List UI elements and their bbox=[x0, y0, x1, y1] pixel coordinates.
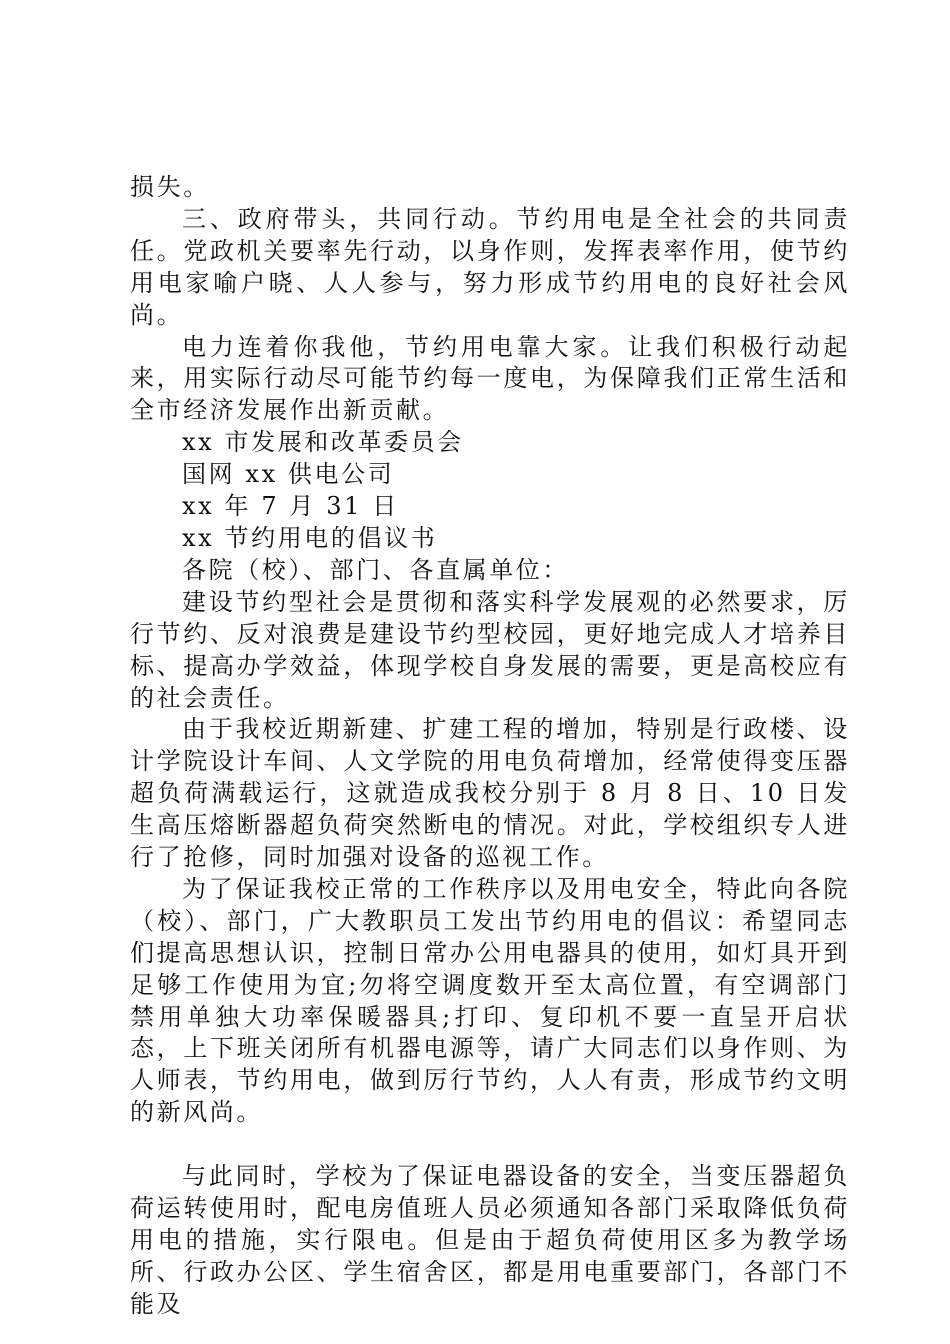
paragraph-spacer bbox=[130, 1129, 850, 1161]
signature-commission: xx 市发展和改革委员会 bbox=[182, 428, 464, 457]
paragraph-load-increase: 由于我校近期新建、扩建工程的增加，特别是行政楼、设计学院设计车间、人文学院的用电负荷增加，经常使得变压器超负荷满载运行，这就造成我校分别于 8 月 8 日、10 日发生高压熔断器超负荷突然断电的情况。对此，学校组织专人进行了抢修，同时加强对设备的巡视工作。 bbox=[130, 715, 850, 872]
paragraph-meanwhile: 与此同时，学校为了保证电器设备的安全，当变压器超负荷运转使用时，配电房值班人员必须通知各部门采取降低负荷用电的措施，实行限电。但是由于超负荷使用区多为教学场所、行政办公区、学生宿舍区，都是用电重要部门，各部门不能及 bbox=[130, 1162, 850, 1318]
paragraph-conservation-society: 建设节约型社会是贯彻和落实科学发展观的必然要求，厉行节约、反对浪费是建设节约型校园，更好地完成人才培养目标、提高办学效益，体现学校自身发展的需要，更是高校应有的社会责任。 bbox=[130, 587, 850, 712]
paragraph-government-lead: 三、政府带头，共同行动。节约用电是全社会的共同责任。党政机关要率先行动，以身作则，发挥表率作用，使节约用电家喻户晓、人人参与，努力形成节约用电的良好社会风尚。 bbox=[130, 204, 850, 329]
signature-power-company: 国网 xx 供电公司 bbox=[182, 460, 395, 489]
salutation: 各院（校）、部门、各直属单位： bbox=[182, 555, 569, 584]
document-body bbox=[130, 172, 850, 1321]
signature-date: xx 年 7 月 31 日 bbox=[182, 492, 399, 521]
paragraph-call-to-action: 电力连着你我他，节约用电靠大家。让我们积极行动起来，用实际行动尽可能节约每一度电，为保障我们正常生活和全市经济发展作出新贡献。 bbox=[130, 332, 850, 425]
section-title: xx 节约用电的倡议书 bbox=[182, 523, 438, 552]
paragraph-continuation: 损失。 bbox=[130, 173, 210, 201]
paragraph-initiative: 为了保证我校正常的工作秩序以及用电安全，特此向各院（校）、部门，广大教职员工发出节约用电的倡议：希望同志们提高思想认识，控制日常办公用电器具的使用，如灯具开到足够工作使用为宜;勿将空调度数开至太高位置，有空调部门禁用单独大功率保暖器具;打印、复印机不要一直呈开启状态，上下班关闭所有机器电源等，请广大同志们以身作则、为人师表，节约用电，做到厉行节约，人人有责，形成节约文明的新风尚。 bbox=[130, 874, 850, 1127]
